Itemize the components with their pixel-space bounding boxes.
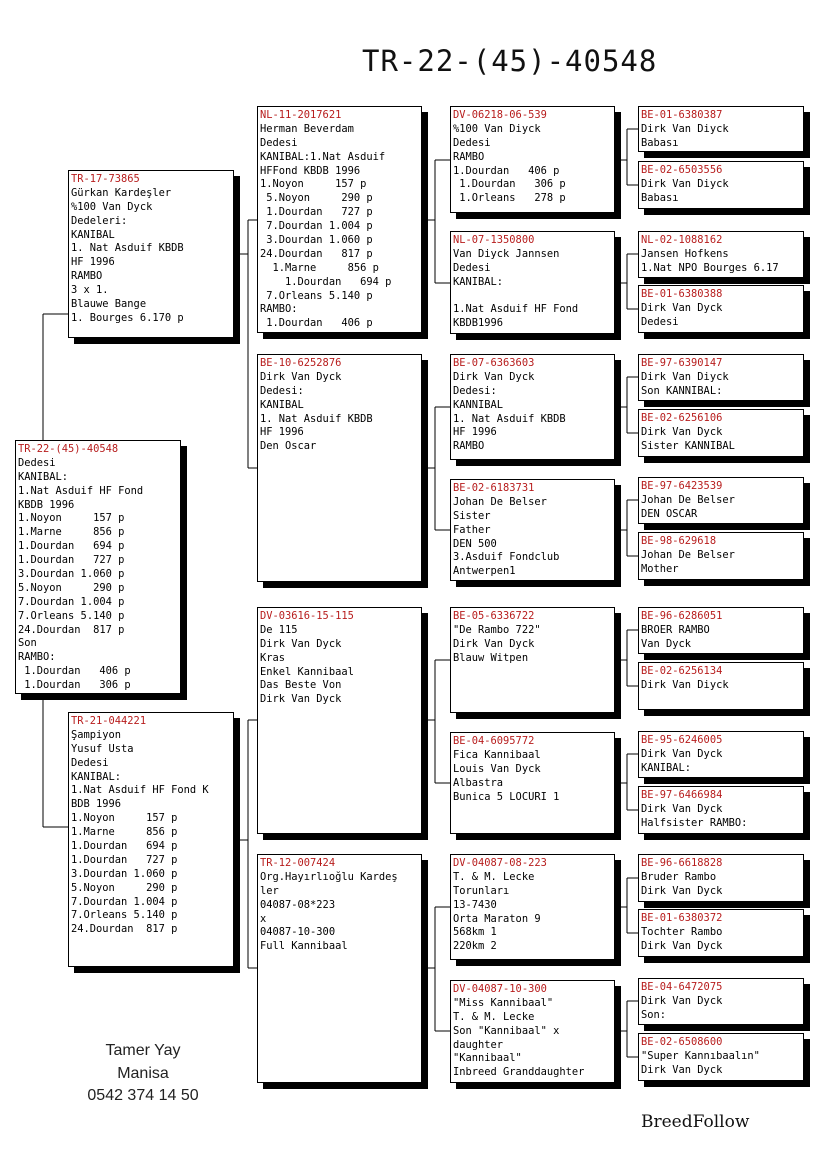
detail-line: KANIBAL:: [18, 470, 69, 483]
detail-line: "Miss Kannibaal": [453, 996, 554, 1009]
detail-line: Dirk Van Dyck: [641, 425, 723, 438]
detail-line: KANIBAL: [260, 398, 304, 411]
bird-card-gggp-16: [638, 1033, 804, 1081]
bird-details: [453, 624, 614, 666]
connector-line: [423, 160, 450, 283]
bird-card-gggp-11: [638, 731, 804, 778]
detail-line: 1.Noyon 157 p: [18, 512, 125, 525]
page-title: TR-22-(45)-40548: [362, 44, 658, 78]
ring-number: NL-11-2017621: [260, 109, 342, 121]
ring-number: BE-10-6252876: [260, 357, 342, 369]
detail-line: Torunları: [453, 884, 510, 897]
detail-line: %100 Van Diyck: [453, 122, 541, 135]
detail-line: 1.Marne 856 p: [71, 826, 178, 839]
bird-card-gggp-3: [638, 231, 804, 278]
bird-details: [641, 371, 803, 399]
detail-line: KANIBAL:1.Nat Asduif: [260, 150, 386, 163]
detail-line: Dedesi: [641, 315, 679, 328]
detail-line: [453, 290, 614, 304]
detail-line: DEN 500: [453, 537, 497, 550]
brand-logo-text: BreedFollow: [641, 1112, 750, 1132]
detail-line: 1.Marne 856 p: [18, 526, 125, 539]
detail-line: Dedesi: [453, 261, 491, 274]
bird-details: [453, 371, 614, 454]
connector-line: [615, 377, 638, 433]
detail-line: KBDB1996: [453, 317, 504, 330]
detail-line: Dirk Van Dyck: [641, 994, 723, 1007]
detail-line: Dedesi: [18, 456, 56, 469]
bird-card-gggp-4: [638, 285, 804, 333]
detail-line: 1.Dourdan 406 p: [260, 317, 373, 330]
detail-line: Son KANNIBAL:: [641, 384, 723, 397]
bird-card-ggp-7: [450, 854, 615, 960]
detail-line: Fica Kannibaal: [453, 748, 541, 761]
detail-line: Babası: [641, 191, 679, 204]
connector-line: [423, 907, 450, 1031]
detail-line: 1.Dourdan 694 p: [71, 840, 178, 853]
detail-line: Dirk Van Dyck: [641, 1063, 723, 1076]
detail-line: Dirk Van Diyck: [641, 678, 729, 691]
bird-details: [18, 457, 180, 693]
detail-line: HF 1996: [71, 256, 115, 269]
ring-number: BE-01-6380387: [641, 109, 723, 121]
bird-details: [260, 371, 421, 454]
bird-card-gggp-8: [638, 532, 804, 580]
detail-line: Johan De Belser: [641, 548, 735, 561]
ring-number: TR-21-044221: [71, 715, 147, 727]
detail-line: 04087-08*223: [260, 898, 336, 911]
ring-number: BE-95-6246005: [641, 734, 723, 746]
detail-line: 24.Dourdan 817 p: [71, 923, 178, 936]
detail-line: 1. Nat Asduif KBDB: [453, 412, 566, 425]
detail-line: 7.Dourdan 1.004 p: [18, 595, 125, 608]
bird-details: [260, 624, 421, 707]
detail-line: 1. Nat Asduif KBDB: [260, 412, 373, 425]
detail-line: De 115: [260, 623, 298, 636]
bird-details: [260, 123, 421, 331]
ring-number: TR-17-73865: [71, 173, 140, 185]
connector-line: [423, 660, 450, 783]
owner-contact: [68, 1040, 218, 1108]
detail-line: 1. Bourges 6.170 p: [71, 311, 184, 324]
bird-card-gggp-9: [638, 607, 804, 654]
ring-number: TR-12-007424: [260, 857, 336, 869]
detail-line: Albastra: [453, 776, 504, 789]
ring-number: BE-97-6466984: [641, 789, 723, 801]
detail-line: 24.Dourdan 817 p: [18, 623, 125, 636]
detail-line: 7.Dourdan 1.004 p: [260, 220, 373, 233]
ring-number: NL-02-1088162: [641, 234, 723, 246]
bird-card-gggp-5: [638, 354, 804, 401]
detail-line: Sister KANNIBAL: [641, 439, 735, 452]
bird-details: [641, 123, 803, 151]
detail-line: T. & M. Lecke: [453, 870, 535, 883]
detail-line: Father: [453, 523, 491, 536]
detail-line: DEN OSCAR: [641, 507, 698, 520]
connector-line: [615, 630, 638, 686]
detail-line: Dirk Van Diyck: [641, 122, 729, 135]
bird-details: [453, 123, 614, 206]
detail-line: 1.Dourdan 694 p: [260, 275, 392, 288]
ring-number: BE-02-6503556: [641, 164, 723, 176]
detail-line: Den Oscar: [260, 440, 317, 453]
bird-details: [453, 997, 614, 1080]
bird-details: [453, 871, 614, 954]
detail-line: Tochter Rambo: [641, 925, 723, 938]
bird-details: [641, 748, 803, 776]
ring-number: BE-07-6363603: [453, 357, 535, 369]
ring-number: BE-96-6618828: [641, 857, 723, 869]
bird-card-subject: [15, 440, 181, 694]
ring-number: BE-02-6256134: [641, 665, 723, 677]
detail-line: 1.Dourdan 727 p: [71, 853, 178, 866]
detail-line: HF 1996: [453, 426, 497, 439]
connector-line: [423, 407, 450, 530]
bird-details: [641, 248, 803, 276]
detail-line: KBDB 1996: [18, 498, 75, 511]
detail-line: Son "Kannibaal" x: [453, 1024, 560, 1037]
detail-line: Halfsister RAMBO:: [641, 816, 748, 829]
detail-line: 1.Nat NPO Bourges 6.17: [641, 261, 779, 274]
bird-card-sire-dam: [257, 354, 422, 582]
detail-line: Son:: [641, 1008, 667, 1021]
detail-line: 3.Dourdan 1.060 p: [18, 568, 125, 581]
bird-details: [641, 679, 803, 693]
detail-line: Dirk Van Dyck: [641, 747, 723, 760]
detail-line: Dirk Van Dyck: [260, 693, 342, 706]
detail-line: Johan De Belser: [453, 495, 547, 508]
bird-card-gggp-7: [638, 477, 804, 524]
detail-line: KANIBAL:: [71, 770, 122, 783]
bird-card-dam-dam: [257, 854, 422, 1083]
bird-details: [453, 749, 614, 805]
detail-line: HF 1996: [260, 426, 304, 439]
connector-line: [615, 878, 638, 933]
bird-card-dam-sire: [257, 607, 422, 834]
connector-line: [615, 129, 638, 185]
bird-details: [641, 1050, 803, 1078]
detail-line: 1.Dourdan 406 p: [453, 164, 560, 177]
bird-card-ggp-2: [450, 231, 615, 334]
ring-number: DV-03616-15-115: [260, 610, 354, 622]
detail-line: daughter: [453, 1038, 504, 1051]
detail-line: Dirk Van Dyck: [641, 301, 723, 314]
detail-line: 1.Dourdan 306 p: [453, 178, 566, 191]
detail-line: 7.Orleans 5.140 p: [71, 909, 178, 922]
bird-card-gggp-12: [638, 786, 804, 834]
detail-line: Dirk Van Dyck: [453, 370, 535, 383]
detail-line: Gürkan Kardeşler: [71, 186, 172, 199]
bird-card-gggp-6: [638, 409, 804, 457]
detail-line: Dirk Van Dyck: [453, 637, 535, 650]
detail-line: 3.Dourdan 1.060 p: [71, 867, 178, 880]
ring-number: BE-05-6336722: [453, 610, 535, 622]
detail-line: Babası: [641, 136, 679, 149]
detail-line: 04087-10-300: [260, 926, 336, 939]
bird-details: [641, 871, 803, 899]
bird-details: [641, 624, 803, 652]
detail-line: 3.Dourdan 1.060 p: [260, 234, 373, 247]
detail-line: Kras: [260, 651, 286, 664]
detail-line: 1.Dourdan 727 p: [18, 554, 125, 567]
detail-line: 1.Dourdan 694 p: [18, 540, 125, 553]
detail-line: T. & M. Lecke: [453, 1010, 535, 1023]
detail-line: 1.Dourdan 306 p: [18, 679, 131, 692]
ring-number: BE-02-6183731: [453, 482, 535, 494]
detail-line: 1.Nat Asduif HF Fond K: [71, 784, 209, 797]
bird-card-gggp-2: [638, 161, 804, 209]
detail-line: Van Diyck Jannsen: [453, 247, 560, 260]
detail-line: Dedesi: [260, 136, 298, 149]
detail-line: Orta Maraton 9: [453, 912, 541, 925]
bird-details: [641, 302, 803, 330]
ring-number: DV-04087-08-223: [453, 857, 547, 869]
bird-details: [260, 871, 421, 954]
detail-line: Dirk Van Diyck: [641, 177, 729, 190]
ring-number: BE-01-6380372: [641, 912, 723, 924]
detail-line: 7.Dourdan 1.004 p: [71, 895, 178, 908]
ring-number: BE-98-629618: [641, 535, 717, 547]
detail-line: BDB 1996: [71, 798, 122, 811]
bird-card-ggp-1: [450, 106, 615, 213]
detail-line: Dirk Van Dyck: [260, 370, 342, 383]
ring-number: TR-22-(45)-40548: [18, 443, 119, 455]
detail-line: "Super Kannıbaalın": [641, 1049, 760, 1062]
bird-card-sire: [68, 170, 234, 338]
ring-number: BE-02-6508600: [641, 1036, 723, 1048]
detail-line: Dirk Van Dyck: [641, 939, 723, 952]
detail-line: Dedesi: [71, 756, 109, 769]
detail-line: KANIBAL:: [453, 275, 504, 288]
ring-number: NL-07-1350800: [453, 234, 535, 246]
detail-line: RAMBO:: [18, 651, 56, 664]
detail-line: Das Beste Von: [260, 679, 342, 692]
detail-line: 3.Asduif Fondclub: [453, 551, 560, 564]
bird-details: [641, 426, 803, 454]
ring-number: BE-02-6256106: [641, 412, 723, 424]
detail-line: 1.Marne 856 p: [260, 261, 379, 274]
bird-card-sire-sire: [257, 106, 422, 333]
ring-number: BE-04-6095772: [453, 735, 535, 747]
bird-card-gggp-15: [638, 978, 804, 1025]
connector-line: [615, 500, 638, 556]
bird-card-gggp-10: [638, 662, 804, 710]
detail-line: 1.Nat Asduif HF Fond: [18, 484, 144, 497]
detail-line: Org.Hayırlıoğlu Kardeş: [260, 870, 398, 883]
detail-line: Dedeleri:: [71, 214, 128, 227]
detail-line: Şampiyon: [71, 728, 122, 741]
detail-line: 1.Noyon 157 p: [260, 178, 367, 191]
detail-line: KANIBAL: [71, 228, 115, 241]
bird-details: [641, 926, 803, 954]
ring-number: BE-97-6423539: [641, 480, 723, 492]
detail-line: Bruder Rambo: [641, 870, 717, 883]
detail-line: 5.Noyon 290 p: [71, 881, 178, 894]
detail-line: Dedesi:: [453, 384, 497, 397]
connector-line: [615, 754, 638, 810]
detail-line: Blauwe Bange: [71, 298, 147, 311]
detail-line: RAMBO:: [260, 303, 298, 316]
detail-line: 1.Dourdan 727 p: [260, 206, 373, 219]
detail-line: Bunica 5 LOCURI 1: [453, 790, 560, 803]
detail-line: 1.Dourdan 406 p: [18, 665, 131, 678]
detail-line: Dedesi:: [260, 384, 304, 397]
detail-line: Blauw Witpen: [453, 651, 529, 664]
detail-line: RAMBO: [71, 270, 103, 283]
bird-details: [641, 803, 803, 831]
ring-number: BE-96-6286051: [641, 610, 723, 622]
detail-line: "De Rambo 722": [453, 623, 541, 636]
detail-line: Yusuf Usta: [71, 742, 134, 755]
detail-line: 3 x 1.: [71, 284, 109, 297]
detail-line: Dirk Van Diyck: [641, 370, 729, 383]
detail-line: Dirk Van Dyck: [641, 884, 723, 897]
bird-card-ggp-3: [450, 354, 615, 460]
bird-card-dam: [68, 712, 234, 967]
connector-line: [615, 254, 638, 309]
detail-line: "Kannibaal": [453, 1052, 522, 1065]
detail-line: 220km 2: [453, 940, 497, 953]
detail-line: 7.Orleans 5.140 p: [18, 609, 125, 622]
detail-line: Dirk Van Dyck: [260, 637, 342, 650]
bird-details: [641, 995, 803, 1023]
detail-line: Inbreed Granddaughter: [453, 1066, 585, 1079]
detail-line: %100 Van Dyck: [71, 200, 153, 213]
detail-line: 5.Noyon 290 p: [18, 581, 125, 594]
detail-line: Johan De Belser: [641, 493, 735, 506]
connector-line: [236, 720, 257, 968]
detail-line: KANNIBAL: [453, 398, 504, 411]
bird-details: [453, 248, 614, 331]
bird-details: [641, 549, 803, 577]
detail-line: 1.Noyon 157 p: [71, 812, 178, 825]
detail-line: 7.Orleans 5.140 p: [260, 289, 373, 302]
detail-line: RAMBO: [453, 150, 485, 163]
owner-phone: 0542 374 14 50: [87, 1087, 199, 1104]
bird-card-ggp-6: [450, 732, 615, 834]
detail-line: 5.Noyon 290 p: [260, 192, 373, 205]
bird-card-gggp-1: [638, 106, 804, 152]
detail-line: Louis Van Dyck: [453, 762, 541, 775]
detail-line: Dirk Van Dyck: [641, 802, 723, 815]
bird-details: [71, 729, 233, 937]
detail-line: Son: [18, 637, 37, 650]
detail-line: 1.Nat Asduif HF Fond: [453, 303, 579, 316]
ring-number: BE-97-6390147: [641, 357, 723, 369]
ring-number: DV-04087-10-300: [453, 983, 547, 995]
bird-card-gggp-13: [638, 854, 804, 902]
detail-line: Full Kannibaal: [260, 940, 348, 953]
bird-details: [71, 187, 233, 326]
detail-line: Van Dyck: [641, 637, 692, 650]
detail-line: ler: [260, 884, 279, 897]
bird-card-gggp-14: [638, 909, 804, 957]
detail-line: 1. Nat Asduif KBDB: [71, 242, 184, 255]
detail-line: KANIBAL:: [641, 761, 692, 774]
connector-line: [236, 220, 257, 468]
detail-line: Sister: [453, 509, 491, 522]
detail-line: Mother: [641, 562, 679, 575]
detail-line: 1.Orleans 278 p: [453, 192, 566, 205]
detail-line: RAMBO: [453, 440, 485, 453]
detail-line: x: [260, 912, 267, 925]
owner-name: Tamer Yay: [105, 1042, 181, 1059]
detail-line: Herman Beverdam: [260, 122, 354, 135]
bird-card-ggp-4: [450, 479, 615, 581]
ring-number: BE-04-6472075: [641, 981, 723, 993]
bird-details: [641, 178, 803, 206]
detail-line: 24.Dourdan 817 p: [260, 247, 373, 260]
detail-line: Antwerpen1: [453, 565, 516, 578]
bird-details: [641, 494, 803, 522]
detail-line: BROER RAMBO: [641, 623, 710, 636]
ring-number: BE-01-6380388: [641, 288, 723, 300]
ring-number: DV-06218-06-539: [453, 109, 547, 121]
detail-line: Enkel Kannibaal: [260, 665, 354, 678]
detail-line: HFFond KBDB 1996: [260, 164, 361, 177]
detail-line: Dedesi: [453, 136, 491, 149]
connector-line: [615, 1001, 638, 1057]
detail-line: 13-7430: [453, 898, 497, 911]
detail-line: 568km 1: [453, 926, 497, 939]
detail-line: Jansen Hofkens: [641, 247, 729, 260]
bird-details: [453, 496, 614, 579]
owner-city: Manisa: [117, 1064, 169, 1082]
bird-card-ggp-8: [450, 980, 615, 1083]
bird-card-ggp-5: [450, 607, 615, 713]
